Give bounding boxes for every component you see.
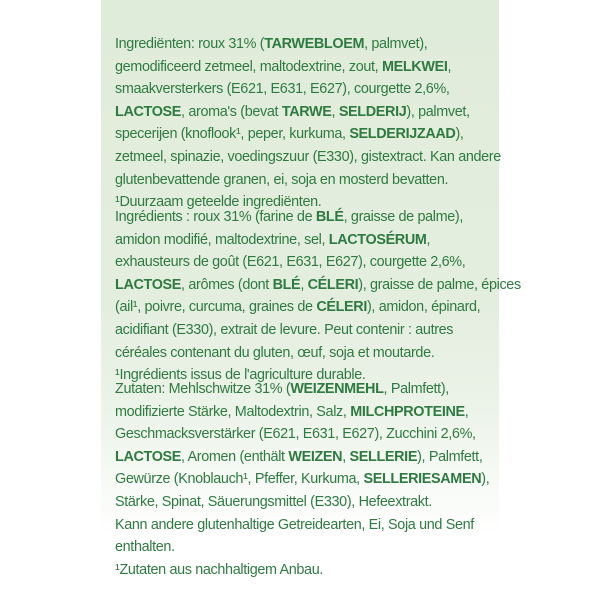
- ingredient-text: , palmvet),: [364, 36, 428, 52]
- ingredient-text: Ingrédients : roux 31% (farine de: [115, 209, 316, 225]
- ingredient-text: , Aromen (enthält: [181, 448, 289, 465]
- allergen-highlight: SELDERIJ: [338, 103, 407, 120]
- allergen-highlight: LACTOSÉRUM: [328, 231, 427, 248]
- ingredient-text: ,: [300, 276, 308, 293]
- ingredient-line: [115, 78, 493, 101]
- ingredient-line: [115, 319, 493, 342]
- allergen-highlight: LACTOSE: [115, 103, 182, 120]
- ingredient-text: modifizierte Stärke, Maltodextrin, Salz,: [115, 403, 351, 420]
- ingredient-text: ), Palmfett,: [417, 448, 483, 465]
- ingredient-line: [115, 446, 493, 469]
- ingredients-dutch: [115, 33, 501, 214]
- allergen-highlight: LACTOSE: [115, 448, 182, 465]
- ingredient-line: [115, 146, 501, 169]
- allergen-highlight: MELKWEI: [381, 58, 448, 75]
- allergen-highlight: SELLERIESAMEN: [363, 471, 482, 488]
- allergen-highlight: BLÉ: [272, 276, 301, 293]
- allergen-highlight: SELDERIJZAAD: [349, 126, 456, 143]
- ingredient-line: [115, 274, 521, 297]
- ingredient-text: gemodificeerd zetmeel, maltodextrine, zout,: [115, 58, 382, 75]
- ingredient-line: [115, 401, 493, 424]
- ingredient-text: zetmeel, spinazie, voedingszuur (E330), gistextract. Kan andere: [115, 148, 501, 165]
- allergen-highlight: WEIZEN: [288, 448, 343, 465]
- ingredient-line: [115, 514, 493, 537]
- ingredient-text: ,: [342, 448, 350, 465]
- ingredient-text: ), palmvet,: [406, 103, 470, 120]
- ingredient-text: amidon modifié, maltodextrine, sel,: [115, 231, 329, 248]
- ingredient-text: ¹Duurzaam geteelde ingrediënten.: [115, 194, 322, 211]
- ingredient-text: Kann andere glutenhaltige Getreidearten, Ei, Soja und Senf: [115, 516, 474, 533]
- ingredient-text: ), graisse de palme, épices: [358, 276, 521, 293]
- ingredient-text: céréales contenant du gluten, œuf, soja et moutarde.: [115, 344, 435, 361]
- ingredient-line: [115, 559, 493, 582]
- ingredient-line: [115, 229, 493, 252]
- ingredient-text: Zutaten: Mehlschwitze 31% (: [115, 381, 291, 397]
- ingredient-line: [115, 123, 493, 146]
- ingredients-french: [115, 206, 521, 387]
- ingredient-line: [115, 296, 493, 319]
- ingredient-text: Ingrediënten: roux 31% (: [115, 36, 265, 52]
- ingredient-text: ¹Zutaten aus nachhaltigem Anbau.: [115, 561, 324, 578]
- allergen-highlight: SELLERIE: [349, 448, 418, 465]
- ingredients-german: [115, 378, 493, 581]
- ingredient-line: [115, 101, 493, 124]
- allergen-highlight: TARWE: [281, 103, 332, 120]
- ingredient-text: acidifiant (E330), extrait de levure. Peut contenir : autres: [115, 321, 454, 338]
- ingredient-line: [115, 251, 493, 274]
- allergen-highlight: MILCHPROTEINE: [350, 403, 465, 420]
- ingredient-text: ), amidon, épinard,: [366, 299, 481, 316]
- allergen-highlight: WEIZENMEHL: [290, 381, 384, 397]
- ingredient-text: smaakversterkers (E621, E631, E627), courgette 2,6%,: [115, 81, 450, 98]
- ingredient-line: [115, 468, 493, 491]
- ingredient-line: [115, 378, 493, 401]
- ingredient-text: Stärke, Spinat, Säuerungsmittel (E330), Hefeextrakt.: [115, 493, 432, 510]
- ingredient-line: [115, 169, 493, 192]
- ingredient-text: ,: [331, 103, 339, 120]
- ingredient-text: Gewürze (Knoblauch¹, Pfeffer, Kurkuma,: [115, 471, 364, 488]
- ingredient-line: [115, 206, 493, 229]
- ingredient-line: [115, 423, 493, 446]
- ingredient-line: [115, 536, 493, 559]
- ingredient-line: [115, 33, 493, 56]
- allergen-highlight: BLÉ: [315, 209, 344, 225]
- ingredient-line: [115, 56, 493, 79]
- ingredient-text: ),: [455, 126, 464, 143]
- ingredient-text: , aroma's (bevat: [181, 103, 282, 120]
- ingredient-text: (ail¹, poivre, curcuma, graines de: [115, 299, 317, 316]
- ingredient-text: ¹Ingrédients issus de l'agriculture durable.: [115, 367, 366, 384]
- allergen-highlight: CÉLERI: [307, 276, 359, 293]
- ingredient-text: exhausteurs de goût (E621, E631, E627), courgette 2,6%,: [115, 254, 466, 271]
- allergen-highlight: TARWEBLOEM: [264, 36, 365, 52]
- ingredient-text: specerijen (knoflook¹, peper, kurkuma,: [115, 126, 350, 143]
- ingredient-text: , Palmfett),: [383, 381, 449, 397]
- ingredient-label: [101, 0, 521, 584]
- ingredient-text: ),: [481, 471, 490, 488]
- ingredient-line: [115, 491, 493, 514]
- ingredient-text: ,: [464, 403, 469, 420]
- ingredient-text: , graisse de palme),: [343, 209, 463, 225]
- allergen-highlight: CÉLERI: [316, 299, 367, 316]
- ingredient-text: ,: [447, 58, 452, 75]
- ingredient-text: , arômes (dont: [181, 276, 273, 293]
- ingredient-text: Geschmacksverstärker (E621, E631, E627), Zucchini 2,6%,: [115, 426, 476, 443]
- ingredient-text: enthalten.: [115, 539, 175, 556]
- allergen-highlight: LACTOSE: [115, 276, 182, 293]
- ingredient-text: glutenbevattende granen, ei, soja en mosterd bevatten.: [115, 171, 449, 188]
- ingredient-text: ,: [426, 231, 431, 248]
- ingredient-line: [115, 342, 493, 365]
